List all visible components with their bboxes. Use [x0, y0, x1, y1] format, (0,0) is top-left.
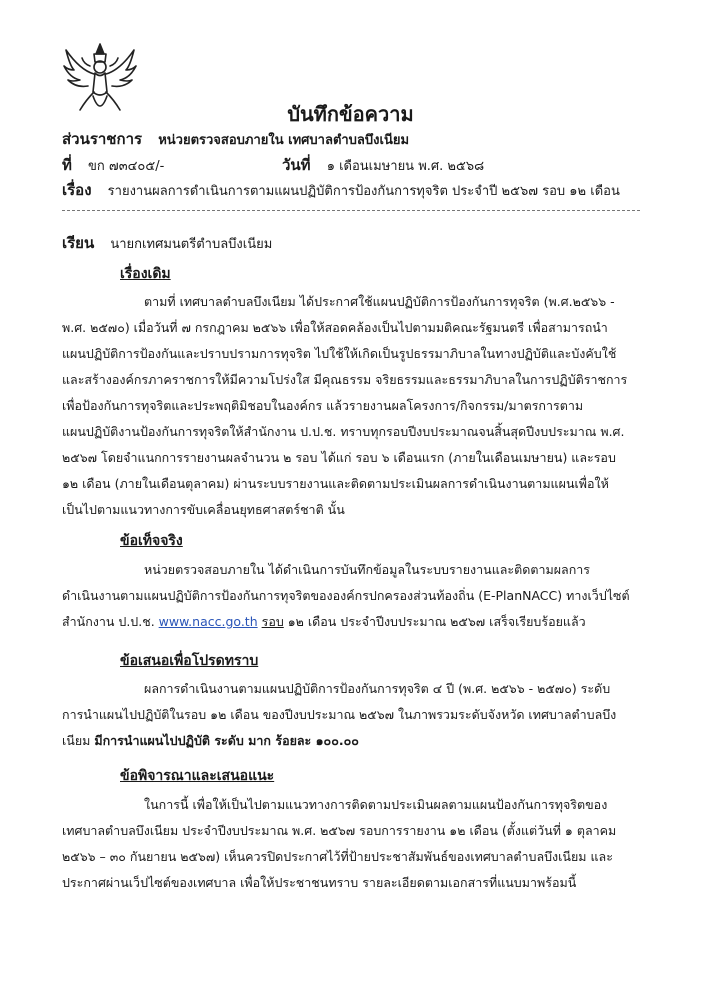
- date-label: วันที่: [282, 156, 311, 174]
- agency-row: [62, 127, 409, 151]
- header-divider: [62, 210, 640, 211]
- background-line: ตามที่ เทศบาลตำบลบึงเนียม ได้ประกาศใช้แผนปฏิบัติการป้องกันการทุจริต (พ.ศ.๒๕๖๖ -: [144, 294, 615, 309]
- subject-label: เรื่อง: [62, 181, 92, 199]
- reference-number: ขก ๗๓๔๐๕/-: [88, 159, 165, 174]
- agency-label: ส่วนราชการ: [62, 130, 143, 148]
- agency-value: หน่วยตรวจสอบภายใน เทศบาลตำบลบึงเนียม: [158, 133, 410, 148]
- background-line: แผนปฏิบัติงานป้องกันการทุจริตให้สำนักงาน ป.ป.ช. ทราบทุกรอบปีงบประมาณจนสิ้นสุดปีงบประมาณ พ.ศ.: [62, 424, 625, 439]
- proposal-line: การนำแผนไปปฏิบัติในรอบ ๑๒ เดือน ของปีงบประมาณ ๒๕๖๗ ในภาพรวมระดับจังหวัด เทศบาลตำบลบึง: [62, 707, 617, 722]
- background-paragraph: [62, 289, 642, 523]
- background-heading: เรื่องเดิม: [120, 266, 171, 282]
- background-line: และสร้างองค์กรภาคราชการให้มีความโปร่งใส มีคุณธรรม จริยธรรมและธรรมาภิบาลในการปฏิบัติราชการ: [62, 372, 628, 387]
- consideration-paragraph: [62, 792, 642, 896]
- facts-line3-prefix: สำนักงาน ป.ป.ช.: [62, 614, 159, 629]
- to-value: นายกเทศมนตรีตำบลบึงเนียม: [110, 237, 273, 252]
- reference-row: [62, 153, 164, 177]
- proposal-line3-prefix: เนียม: [62, 733, 95, 748]
- proposal-line: ผลการดำเนินงานตามแผนปฏิบัติการป้องกันการทุจริต ๔ ปี (พ.ศ. ๒๕๖๖ - ๒๕๗๐) ระดับ: [144, 681, 611, 696]
- background-line: พ.ศ. ๒๕๗๐) เมื่อวันที่ ๗ กรกฎาคม ๒๕๖๖ เพื่อให้สอดคล้องเป็นไปตามมติคณะรัฐมนตรี เพื่อสามารถนำ: [62, 320, 608, 335]
- subject-row: [62, 178, 620, 202]
- date-value: ๑ เดือนเมษายน พ.ศ. ๒๕๖๘: [326, 159, 485, 174]
- subject-value: รายงานผลการดำเนินการตามแผนปฏิบัติการป้องกันการทุจริต ประจำปี ๒๕๖๗ รอบ ๑๒ เดือน: [107, 184, 620, 199]
- facts-line: [62, 609, 642, 635]
- background-line: เป็นไปตามแนวทางการขับเคลื่อนยุทธศาสตร์ชาติ นั้น: [62, 502, 345, 517]
- consideration-line: ในการนี้ เพื่อให้เป็นไปตามแนวทางการติดตามประเมินผลตามแผนป้องกันการทุจริตของ: [144, 797, 608, 812]
- background-line: ๒๕๖๗ โดยจำแนกการรายงานผลจำนวน ๒ รอบ ได้แก่ รอบ ๖ เดือนแรก (ภายในเดือนเมษายน) และรอบ: [62, 450, 616, 465]
- facts-heading: ข้อเท็จจริง: [120, 533, 183, 549]
- consideration-line: เทศบาลตำบลบึงเนียม ประจำปีงบประมาณ พ.ศ. ๒๕๖๗ รอบการรายงาน ๑๒ เดือน (ตั้งแต่วันที่ ๑ ตุลาคม: [62, 823, 617, 838]
- reference-label: ที่: [62, 156, 72, 174]
- document-title: บันทึกข้อความ: [287, 102, 414, 126]
- to-label: เรียน: [62, 234, 95, 252]
- proposal-paragraph: [62, 676, 642, 754]
- background-line: ๑๒ เดือน (ภายในเดือนตุลาคม) ผ่านระบบรายงานและติดตามประเมินผลการดำเนินงานตามแผนเพื่อให้: [62, 476, 609, 491]
- proposal-result: มีการนำแผนไปปฏิบัติ ระดับ มาก ร้อยละ ๑๐๐.๐๐: [94, 733, 359, 748]
- facts-paragraph: [62, 557, 642, 635]
- facts-line: ดำเนินงานตามแผนปฏิบัติการป้องกันการทุจริตขององค์กรปกครองส่วนท้องถิ่น (E-PlanNACC) ทางเว็ปไซต์: [62, 588, 630, 603]
- proposal-heading: ข้อเสนอเพื่อโปรดทราบ: [120, 653, 259, 669]
- background-line: เพื่อป้องกันการทุจริตและประพฤติมิชอบในองค์กร แล้วรายงานผลโครงการ/กิจกรรม/มาตรการตาม: [62, 398, 584, 413]
- proposal-line: [62, 728, 642, 754]
- facts-line3-suffix: ๑๒ เดือน ประจำปีงบประมาณ ๒๕๖๗ เสร็จเรียบร้อยแล้ว: [283, 614, 586, 629]
- background-line: แผนปฏิบัติการป้องกันและปราบปรามการทุจริต ไปใช้ให้เกิดเป็นรูปธรรมาภิบาลในทางปฏิบัติและบังคับใช้: [62, 346, 617, 361]
- consideration-line: ประกาศผ่านเว็ปไซต์ของเทศบาล เพื่อให้ประชาชนทราบ รายละเอียดตามเอกสารที่แนบมาพร้อมนี้: [62, 875, 577, 890]
- date-row: [282, 153, 484, 177]
- nacc-website-link[interactable]: www.nacc.go.th: [158, 614, 258, 629]
- facts-line: หน่วยตรวจสอบภายใน ได้ดำเนินการบันทึกข้อมูลในระบบรายงานและติดตามผลการ: [144, 562, 591, 577]
- consideration-heading: ข้อพิจารณาและเสนอแนะ: [120, 768, 275, 784]
- consideration-line: ๒๕๖๖ – ๓๐ กันยายน ๒๕๖๗) เห็นควรปิดประกาศไว้ที่ป้ายประชาสัมพันธ์ของเทศบาลตำบลบึงเนียม และ: [62, 849, 613, 864]
- to-row: [62, 231, 272, 255]
- facts-round-label: รอบ: [261, 614, 284, 629]
